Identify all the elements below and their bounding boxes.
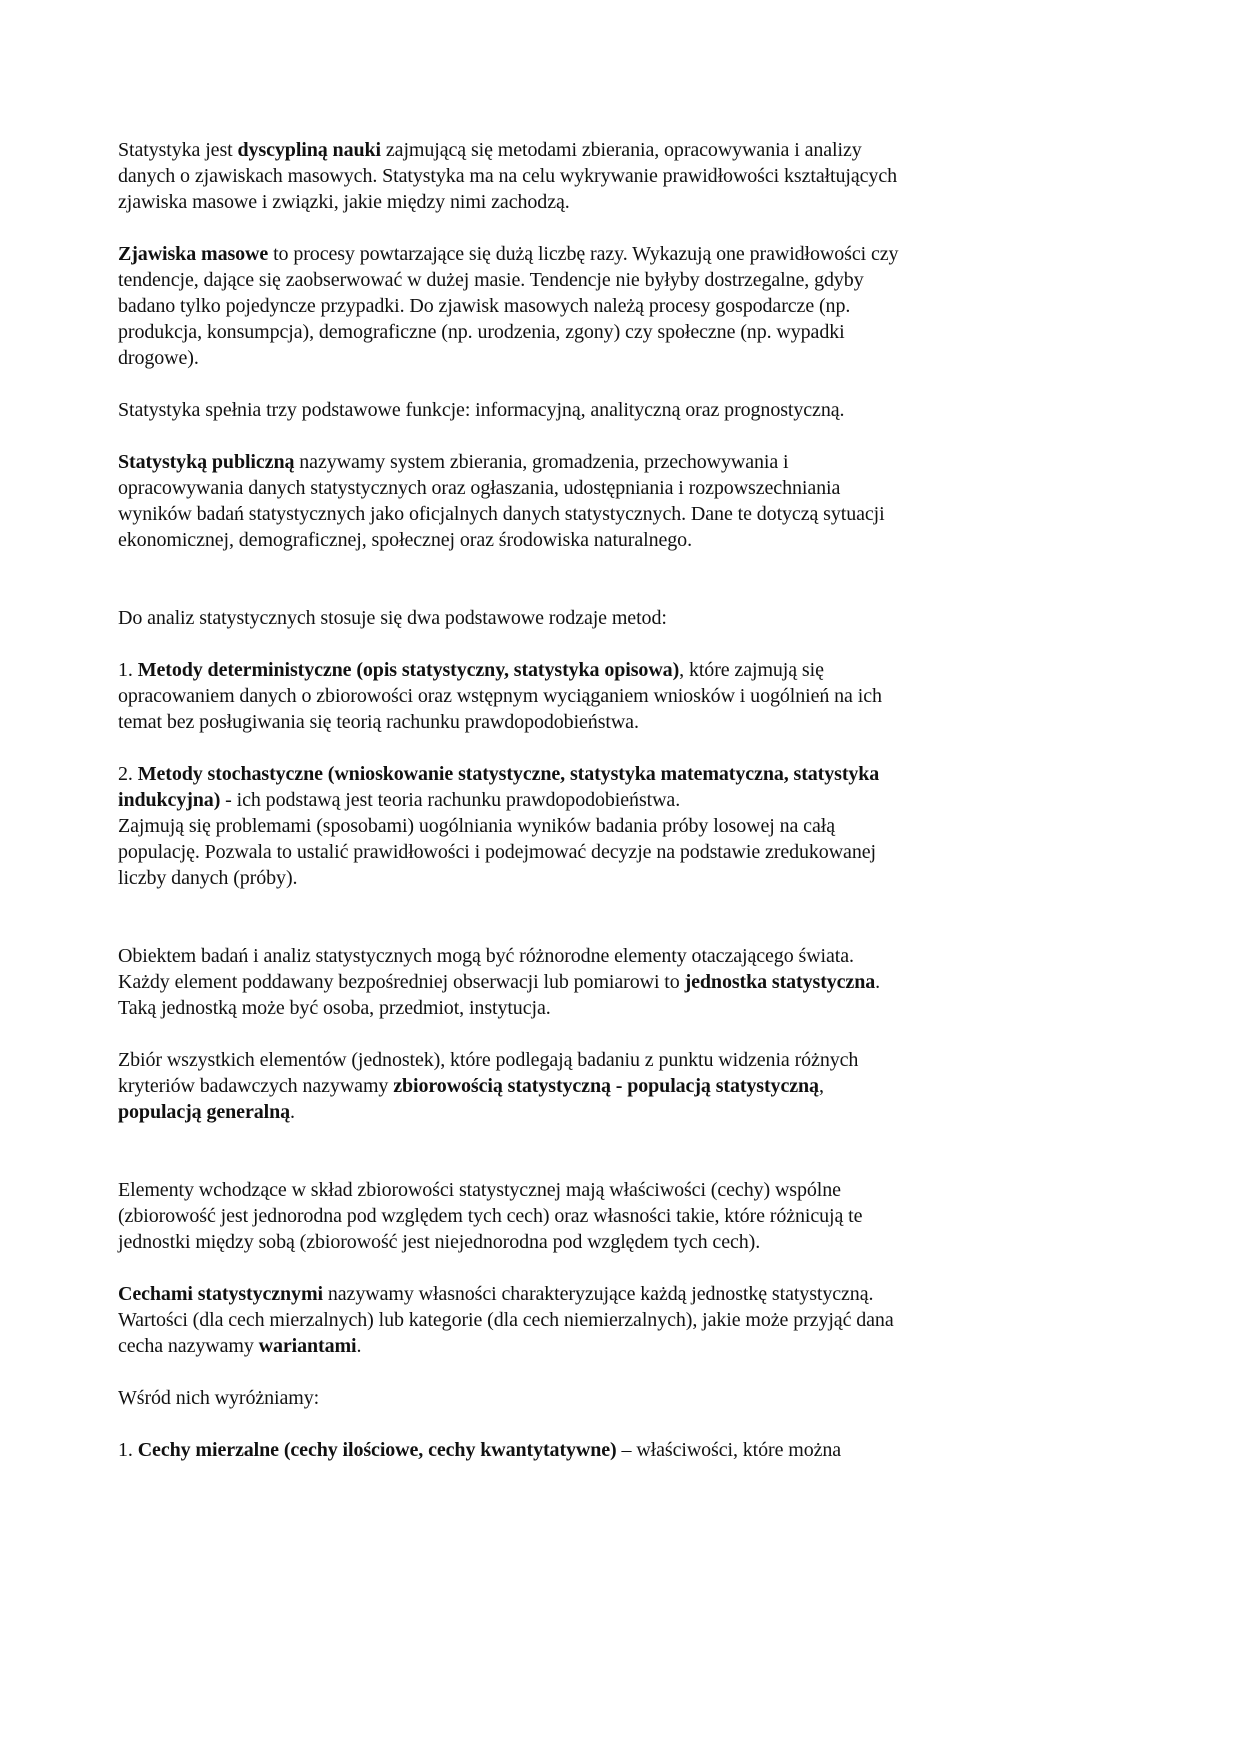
text-run: , które zajmują się	[679, 659, 824, 681]
text-line	[118, 1047, 1128, 1073]
bold-term: Statystyką publiczną	[118, 451, 295, 473]
text-line	[118, 267, 1128, 293]
text-line	[118, 1203, 1128, 1229]
text-line	[118, 1177, 1128, 1203]
paragraph-p4	[118, 449, 1128, 553]
text-run: 1.	[118, 1439, 138, 1461]
text-run: Wartości (dla cech mierzalnych) lub kategorie (dla cech niemierzalnych), jakie może przyjąć dana	[118, 1309, 894, 1331]
paragraph-spacer	[118, 1021, 1128, 1047]
text-line	[118, 709, 1128, 735]
text-line	[118, 319, 1128, 345]
text-run: kryteriów badawczych nazywamy	[118, 1075, 394, 1097]
paragraph-spacer	[118, 371, 1128, 397]
paragraph-spacer	[118, 735, 1128, 761]
paragraph-spacer	[118, 891, 1128, 943]
text-line	[118, 1385, 1128, 1411]
text-line	[118, 1229, 1128, 1255]
text-run: .	[356, 1335, 362, 1357]
paragraph-p12	[118, 1385, 1128, 1411]
text-run: jednostki między sobą (zbiorowość jest niejednorodna pod względem tych cech).	[118, 1231, 761, 1253]
paragraph-spacer	[118, 1359, 1128, 1385]
text-run: Zajmują się problemami (sposobami) uogólniania wyników badania próby losowej na całą	[118, 815, 835, 837]
bold-term: Zjawiska masowe	[118, 243, 269, 265]
paragraph-spacer	[118, 1255, 1128, 1281]
text-run: – właściwości, które można	[616, 1439, 842, 1461]
text-run: nazywamy system zbierania, gromadzenia, przechowywania i	[294, 451, 789, 473]
text-line	[118, 1333, 1128, 1359]
bold-term: indukcyjna)	[118, 789, 221, 811]
text-run: .	[290, 1101, 295, 1123]
paragraph-spacer	[118, 631, 1128, 657]
text-run: Statystyka jest	[118, 139, 238, 161]
bold-term: dyscypliną nauki	[237, 139, 381, 161]
text-run: danych o zjawiskach masowych. Statystyka ma na celu wykrywanie prawidłowości kształtujących	[118, 165, 897, 187]
text-line	[118, 761, 1128, 787]
text-run: badano tylko pojedyncze przypadki. Do zjawisk masowych należą procesy gospodarcze (np.	[118, 295, 851, 317]
paragraph-spacer	[118, 1411, 1128, 1437]
text-run: nazywamy własności charakteryzujące każdą jednostkę statystyczną.	[322, 1283, 874, 1305]
text-run: opracowaniem danych o zbiorowości oraz wstępnym wyciąganiem wniosków i uogólnień na ich	[118, 685, 882, 707]
paragraph-p9	[118, 1047, 1128, 1125]
text-line	[118, 839, 1128, 865]
text-run: 2.	[118, 763, 138, 785]
text-line	[118, 787, 1128, 813]
text-run: Wśród nich wyróżniamy:	[118, 1387, 320, 1409]
document-body	[118, 137, 1128, 1463]
text-run: Każdy element poddawany bezpośredniej obserwacji lub pomiarowi to	[118, 971, 685, 993]
text-run: ekonomicznej, demograficznej, społecznej oraz środowiska naturalnego.	[118, 529, 692, 551]
text-run: .	[875, 971, 881, 993]
bold-term: Cechami statystycznymi	[118, 1283, 323, 1305]
text-line	[118, 995, 1128, 1021]
paragraph-p10	[118, 1177, 1128, 1255]
text-run: temat bez posługiwania się teorią rachunku prawdopodobieństwa.	[118, 711, 639, 733]
text-line	[118, 293, 1128, 319]
paragraph-spacer	[118, 423, 1128, 449]
text-run: Statystyka spełnia trzy podstawowe funkcje: informacyjną, analityczną oraz prognostyczną.	[118, 399, 845, 421]
text-line	[118, 943, 1128, 969]
text-run: tendencje, dające się zaobserwować w dużej masie. Tendencje nie byłyby dostrzegalne, gdyby	[118, 269, 864, 291]
text-line	[118, 345, 1128, 371]
paragraph-p7	[118, 761, 1128, 891]
text-run: populację. Pozwala to ustalić prawidłowości i podejmować decyzje na podstawie zredukowanej	[118, 841, 876, 863]
text-run: Zbiór wszystkich elementów (jednostek), które podlegają badaniu z punktu widzenia różnych	[118, 1049, 859, 1071]
text-run: Elementy wchodzące w skład zbiorowości statystycznej mają właściwości (cechy) wspólne	[118, 1179, 841, 1201]
text-line	[118, 1307, 1128, 1333]
bold-term: wariantami	[258, 1335, 357, 1357]
text-line	[118, 1073, 1128, 1099]
bold-term: jednostka statystyczna	[684, 971, 876, 993]
text-line	[118, 241, 1128, 267]
text-line	[118, 865, 1128, 891]
paragraph-p6	[118, 657, 1128, 735]
bold-term: Metody deterministyczne (opis statystyczny, statystyka opisowa)	[137, 659, 680, 681]
paragraph-p1	[118, 137, 1128, 215]
text-run: (zbiorowość jest jednorodna pod względem tych cech) oraz własności takie, które różnicują te	[118, 1205, 863, 1227]
paragraph-p8	[118, 943, 1128, 1021]
text-line	[118, 605, 1128, 631]
bold-term: Cechy mierzalne (cechy ilościowe, cechy kwantytatywne)	[137, 1439, 617, 1461]
bold-term: populacją generalną	[118, 1101, 290, 1123]
text-run: wyników badań statystycznych jako oficjalnych danych statystycznych. Dane te dotyczą sytuacji	[118, 503, 885, 525]
text-run: to procesy powtarzające się dużą liczbę razy. Wykazują one prawidłowości czy	[268, 243, 899, 265]
paragraph-p13	[118, 1437, 1128, 1463]
text-run: Obiektem badań i analiz statystycznych mogą być różnorodne elementy otaczającego świata.	[118, 945, 854, 967]
paragraph-p3	[118, 397, 1128, 423]
text-run: - ich podstawą jest teoria rachunku prawdopodobieństwa.	[220, 789, 681, 811]
text-line	[118, 527, 1128, 553]
text-run: ,	[818, 1075, 824, 1097]
paragraph-p11	[118, 1281, 1128, 1359]
text-run: opracowywania danych statystycznych oraz ogłaszania, udostępniania i rozpowszechniania	[118, 477, 841, 499]
paragraph-p2	[118, 241, 1128, 371]
bold-term: zbiorowością statystyczną - populacją statystyczną	[393, 1075, 819, 1097]
text-line	[118, 475, 1128, 501]
text-run: zjawiska masowe i związki, jakie między nimi zachodzą.	[118, 191, 570, 213]
paragraph-spacer	[118, 215, 1128, 241]
paragraph-p5	[118, 605, 1128, 631]
text-line	[118, 1437, 1128, 1463]
text-line	[118, 683, 1128, 709]
paragraph-spacer	[118, 553, 1128, 605]
text-line	[118, 1281, 1128, 1307]
paragraph-spacer	[118, 1125, 1128, 1177]
text-line	[118, 449, 1128, 475]
text-run: 1.	[118, 659, 138, 681]
text-run: drogowe).	[118, 347, 199, 369]
text-run: produkcja, konsumpcja), demograficzne (np. urodzenia, zgony) czy społeczne (np. wypadki	[118, 321, 845, 343]
text-run: zajmującą się metodami zbierania, opracowywania i analizy	[380, 139, 862, 161]
text-line	[118, 657, 1128, 683]
text-line	[118, 163, 1128, 189]
text-run: Do analiz statystycznych stosuje się dwa podstawowe rodzaje metod:	[118, 607, 667, 629]
text-line	[118, 137, 1128, 163]
text-line	[118, 1099, 1128, 1125]
text-line	[118, 501, 1128, 527]
text-line	[118, 189, 1128, 215]
text-run: cecha nazywamy	[118, 1335, 259, 1357]
bold-term: Metody stochastyczne (wnioskowanie statystyczne, statystyka matematyczna, statystyka	[137, 763, 880, 785]
text-line	[118, 813, 1128, 839]
text-run: Taką jednostką może być osoba, przedmiot, instytucja.	[118, 997, 551, 1019]
text-line	[118, 397, 1128, 423]
text-run: liczby danych (próby).	[118, 867, 298, 889]
text-line	[118, 969, 1128, 995]
